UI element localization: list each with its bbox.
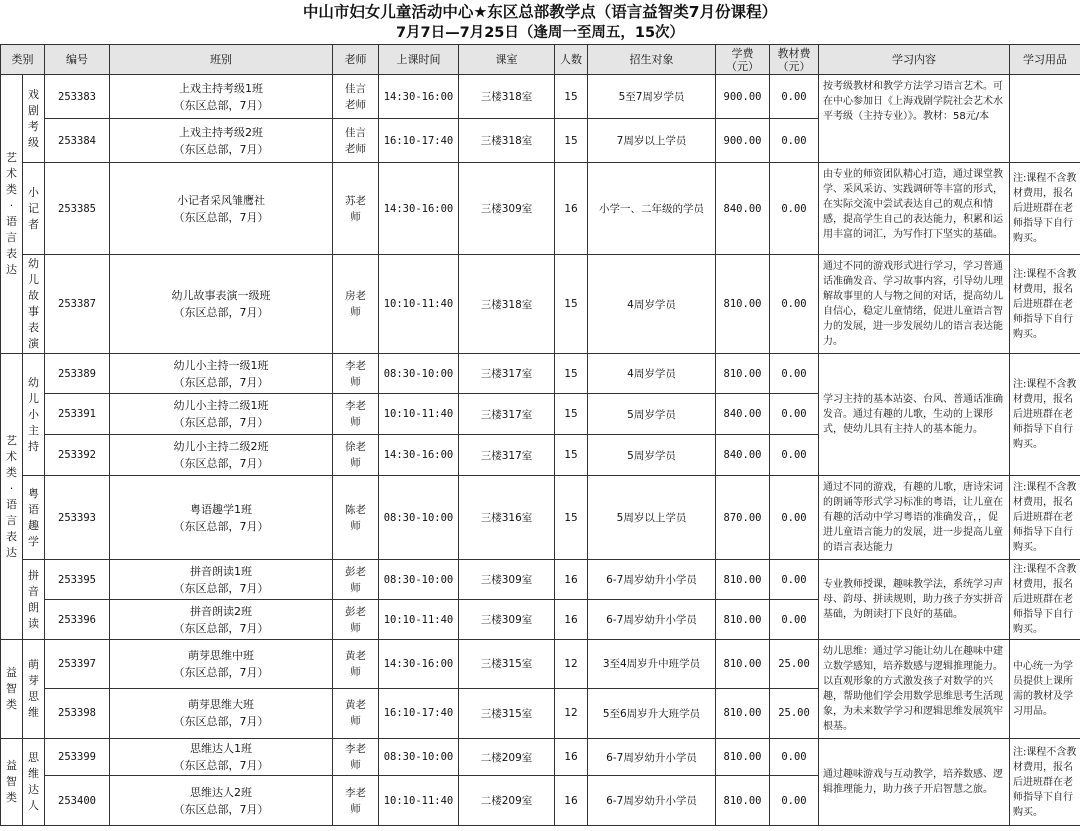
course-target: 4周岁学员 — [588, 354, 716, 394]
course-code: 253391 — [45, 394, 110, 435]
course-class — [110, 776, 333, 826]
course-material-fee: 0.00 — [770, 119, 819, 163]
course-name: 小记者采风雏鹰社 — [177, 193, 265, 207]
course-fee: 840.00 — [716, 435, 770, 476]
course-time: 08:30-10:00 — [379, 560, 459, 600]
course-name: 拼音朗读1班 — [190, 564, 252, 578]
course-fee: 810.00 — [716, 640, 770, 689]
course-name: 思维达人2班 — [190, 785, 252, 799]
course-target: 5至6周岁升大班学员 — [588, 688, 716, 738]
course-target: 5至7周岁学员 — [588, 75, 716, 119]
course-target: 7周岁以上学员 — [588, 119, 716, 163]
course-fee: 810.00 — [716, 688, 770, 738]
course-count: 12 — [555, 688, 588, 738]
course-fee: 840.00 — [716, 163, 770, 255]
course-class — [110, 255, 333, 354]
course-supplies: 注:课程不含教材费用，报名后进班群在老师指导下自行购买。 — [1010, 560, 1080, 640]
course-time: 10:10-11:40 — [379, 394, 459, 435]
course-name: 萌芽思维中班 — [188, 648, 254, 662]
category-cell-label: 益智类 — [6, 759, 17, 804]
course-teacher: 彭老师 — [333, 600, 379, 640]
course-supplies: 注:课程不含教材费用，报名后进班群在老师指导下自行购买。 — [1010, 163, 1080, 255]
course-material-fee: 0.00 — [770, 354, 819, 394]
course-time: 08:30-10:00 — [379, 354, 459, 394]
course-count: 15 — [555, 476, 588, 560]
course-fee: 900.00 — [716, 119, 770, 163]
course-name: 萌芽思维大班 — [188, 698, 254, 712]
category-cell — [1, 75, 23, 354]
course-time: 16:10-17:40 — [379, 119, 459, 163]
course-branch: （东区总部，7月） — [173, 457, 269, 470]
course-code: 253397 — [45, 640, 110, 689]
course-supplies: 注:课程不含教材费用，报名后进班群在老师指导下自行购买。 — [1010, 476, 1080, 560]
course-branch: （东区总部，7月） — [173, 802, 269, 816]
course-code: 253389 — [45, 354, 110, 394]
course-teacher: 李老师 — [333, 776, 379, 826]
course-teacher: 黄老师 — [333, 688, 379, 738]
page-subtitle: 7月7日—7月25日（逢周一至周五，15次） — [395, 25, 685, 41]
subcategory-cell — [23, 163, 45, 255]
course-count: 15 — [555, 119, 588, 163]
course-room: 三楼318室 — [459, 255, 555, 354]
course-class — [110, 688, 333, 738]
subcategory-cell-label: 萌芽思维 — [28, 658, 39, 719]
subcategory-cell — [23, 640, 45, 739]
course-branch: （东区总部，7月） — [173, 519, 269, 533]
course-code: 253383 — [45, 75, 110, 119]
course-teacher: 黄老师 — [333, 640, 379, 689]
course-teacher: 佳言老师 — [333, 119, 379, 163]
course-teacher: 佳言老师 — [333, 75, 379, 119]
course-class — [110, 435, 333, 476]
course-target: 小学一、二年级的学员 — [588, 163, 716, 255]
subcategory-cell — [23, 354, 45, 476]
course-time: 10:10-11:40 — [379, 255, 459, 354]
table-row — [1, 640, 1080, 689]
course-time: 14:30-16:00 — [379, 435, 459, 476]
course-branch: （东区总部，7月） — [173, 715, 269, 729]
course-time: 08:30-10:00 — [379, 476, 459, 560]
course-target: 4周岁学员 — [588, 255, 716, 354]
course-branch: （东区总部，7月） — [173, 621, 269, 635]
course-material-fee: 0.00 — [770, 394, 819, 435]
course-time: 10:10-11:40 — [379, 600, 459, 640]
header-room: 课室 — [459, 45, 555, 75]
course-supplies: 注:课程不含教材费用，报名后进班群在老师指导下自行购买。 — [1010, 354, 1080, 476]
category-cell-label: 益智类 — [6, 666, 17, 711]
course-branch: （东区总部，7月） — [173, 142, 269, 156]
course-class — [110, 163, 333, 255]
course-name: 粤语趣学1班 — [190, 502, 252, 516]
course-code: 253400 — [45, 776, 110, 826]
course-code: 253399 — [45, 739, 110, 776]
course-material-fee: 25.00 — [770, 640, 819, 689]
course-fee: 870.00 — [716, 476, 770, 560]
course-content: 通过趣味游戏与互动教学，培养数感、逻辑推理能力，助力孩子开启智慧之旅。 — [819, 739, 1010, 826]
course-name: 幼儿小主持二级1班 — [173, 399, 269, 412]
page-title: 中山市妇女儿童活动中心★东区总部教学点（语言益智类7月份课程） — [302, 3, 778, 21]
category-cell — [1, 739, 23, 826]
course-teacher: 陈老师 — [333, 476, 379, 560]
course-branch: （东区总部，7月） — [173, 759, 269, 772]
category-cell-label: 艺术类·语言表达 — [6, 433, 17, 559]
course-code: 253384 — [45, 119, 110, 163]
course-room: 二楼209室 — [459, 776, 555, 826]
course-class — [110, 739, 333, 776]
subcategory-cell — [23, 476, 45, 560]
course-branch: （东区总部，7月） — [173, 416, 269, 429]
header-time: 上课时间 — [379, 45, 459, 75]
course-room: 三楼317室 — [459, 354, 555, 394]
header-supplies: 学习用品 — [1010, 45, 1080, 75]
course-teacher: 李老师 — [333, 394, 379, 435]
course-room: 三楼309室 — [459, 560, 555, 600]
course-time: 14:30-16:00 — [379, 640, 459, 689]
course-name: 上戏主持考级2班 — [179, 125, 263, 139]
subcategory-cell-label: 幼儿小主持 — [28, 375, 39, 453]
course-target: 6-7周岁幼升小学员 — [588, 739, 716, 776]
course-room: 三楼315室 — [459, 688, 555, 738]
course-code: 253393 — [45, 476, 110, 560]
course-time: 14:30-16:00 — [379, 75, 459, 119]
category-cell — [1, 640, 23, 739]
course-name: 拼音朗读2班 — [190, 604, 252, 618]
course-branch: （东区总部，7月） — [173, 581, 269, 595]
course-room: 三楼317室 — [459, 435, 555, 476]
category-cell — [1, 354, 23, 640]
table-row — [1, 354, 1080, 394]
course-fee: 810.00 — [716, 600, 770, 640]
course-count: 12 — [555, 640, 588, 689]
course-room: 三楼318室 — [459, 119, 555, 163]
course-fee: 840.00 — [716, 394, 770, 435]
course-target: 5周岁学员 — [588, 394, 716, 435]
course-branch: （东区总部，7月） — [173, 306, 269, 319]
course-supplies — [1010, 75, 1080, 163]
course-content: 专业教师授课，趣味教学法，系统学习声母、韵母、拼读规则，助力孩子夯实拼音基础，为朗读打下良好的基础。 — [819, 560, 1010, 640]
course-class — [110, 600, 333, 640]
subcategory-cell-label: 小记者 — [28, 185, 39, 231]
course-teacher: 房老师 — [333, 255, 379, 354]
course-class — [110, 75, 333, 119]
course-supplies: 中心统一为学员提供上课所需的教材及学习用品。 — [1010, 640, 1080, 739]
course-name: 上戏主持考级1班 — [179, 81, 263, 95]
table-row — [1, 75, 1080, 119]
course-count: 16 — [555, 739, 588, 776]
subcategory-cell-label: 戏剧考级 — [28, 87, 39, 149]
course-class — [110, 394, 333, 435]
subcategory-cell-label: 粤语趣学 — [28, 486, 39, 548]
course-count: 16 — [555, 560, 588, 600]
subcategory-cell — [23, 255, 45, 354]
course-name: 思维达人1班 — [190, 742, 252, 755]
course-teacher: 李老师 — [333, 739, 379, 776]
course-code: 253387 — [45, 255, 110, 354]
course-target: 6-7周岁幼升小学员 — [588, 560, 716, 600]
course-count: 15 — [555, 255, 588, 354]
course-room: 三楼318室 — [459, 75, 555, 119]
course-branch: （东区总部，7月） — [173, 665, 269, 679]
course-material-fee: 0.00 — [770, 560, 819, 600]
course-target: 6-7周岁幼升小学员 — [588, 776, 716, 826]
course-count: 15 — [555, 394, 588, 435]
course-teacher: 苏老师 — [333, 163, 379, 255]
course-target: 5周岁以上学员 — [588, 476, 716, 560]
course-material-fee: 25.00 — [770, 688, 819, 738]
course-target: 5周岁学员 — [588, 435, 716, 476]
course-room: 三楼315室 — [459, 640, 555, 689]
course-teacher: 李老师 — [333, 354, 379, 394]
course-teacher: 彭老师 — [333, 560, 379, 600]
course-count: 16 — [555, 776, 588, 826]
course-material-fee: 0.00 — [770, 435, 819, 476]
course-fee: 900.00 — [716, 75, 770, 119]
course-code: 253385 — [45, 163, 110, 255]
course-name: 幼儿故事表演一级班 — [171, 289, 271, 302]
course-material-fee: 0.00 — [770, 476, 819, 560]
course-class — [110, 354, 333, 394]
table-row — [1, 255, 1080, 354]
course-count: 15 — [555, 75, 588, 119]
course-name: 幼儿小主持二级2班 — [173, 440, 269, 453]
course-name: 幼儿小主持一级1班 — [173, 358, 269, 372]
header-count: 人数 — [555, 45, 588, 75]
course-room: 二楼209室 — [459, 739, 555, 776]
course-material-fee: 0.00 — [770, 75, 819, 119]
course-target: 3至4周岁升中班学员 — [588, 640, 716, 689]
course-class — [110, 640, 333, 689]
page-header — [0, 0, 1080, 44]
table-row — [1, 739, 1080, 776]
course-content: 幼儿思维：通过学习能让幼儿在趣味中建立数学感知，培养数感与逻辑推理能力。以直观形象的方式激发孩子对数学的兴趣，帮助他们学会用数学思维思考生活现象，为未来数学学习和逻辑思维发展筑牢根基。 — [819, 640, 1010, 739]
subcategory-cell — [23, 75, 45, 163]
header-fee: 学费 （元） — [716, 45, 770, 75]
header-content: 学习内容 — [819, 45, 1010, 75]
course-material-fee: 0.00 — [770, 739, 819, 776]
course-time: 08:30-10:00 — [379, 739, 459, 776]
course-body — [1, 75, 1080, 826]
table-row — [1, 560, 1080, 600]
course-content: 由专业的师资团队精心打造，通过课堂教学、采风采访、实践调研等丰富的形式，在实际交流中尝试表达自己的观点和情感，提高学生自己的表达能力，积累和运用丰富的词汇，为写作打下坚实的基础。 — [819, 163, 1010, 255]
course-count: 16 — [555, 600, 588, 640]
course-room: 三楼317室 — [459, 394, 555, 435]
table-row — [1, 163, 1080, 255]
course-content: 按考级教材和教学方法学习语言艺术。可在中心参加日《上海戏剧学院社会艺术水平考级（主持专业）》。教材：58元/本 — [819, 75, 1010, 163]
subcategory-cell-label: 拼音朗读 — [28, 568, 39, 630]
course-code: 253395 — [45, 560, 110, 600]
course-code: 253398 — [45, 688, 110, 738]
course-count: 15 — [555, 435, 588, 476]
course-count: 15 — [555, 354, 588, 394]
course-branch: （东区总部，7月） — [173, 210, 269, 224]
course-time: 16:10-17:40 — [379, 688, 459, 738]
course-material-fee: 0.00 — [770, 255, 819, 354]
header-category: 类别 — [1, 45, 45, 75]
course-time: 14:30-16:00 — [379, 163, 459, 255]
course-branch: （东区总部，7月） — [173, 375, 269, 389]
course-content: 学习主持的基本站姿、台风、普通话准确发音。通过有趣的儿歌，生动的上课形式，使幼儿具有主持人的基本能力。 — [819, 354, 1010, 476]
course-class — [110, 560, 333, 600]
subcategory-cell — [23, 739, 45, 826]
table-row — [1, 476, 1080, 560]
course-fee: 810.00 — [716, 776, 770, 826]
subcategory-cell-label: 思维达人 — [28, 751, 39, 812]
subcategory-cell — [23, 560, 45, 640]
course-code: 253396 — [45, 600, 110, 640]
course-supplies: 注:课程不含教材费用，报名后进班群在老师指导下自行购买。 — [1010, 739, 1080, 826]
course-fee: 810.00 — [716, 255, 770, 354]
course-count: 16 — [555, 163, 588, 255]
header-teacher: 老师 — [333, 45, 379, 75]
category-cell-label: 艺术类·语言表达 — [6, 151, 17, 276]
course-table — [0, 44, 1080, 826]
course-code: 253392 — [45, 435, 110, 476]
header-class: 班别 — [110, 45, 333, 75]
course-room: 三楼309室 — [459, 600, 555, 640]
course-room: 三楼309室 — [459, 163, 555, 255]
course-class — [110, 119, 333, 163]
header-code: 编号 — [45, 45, 110, 75]
subcategory-cell-label: 幼儿故事表演 — [28, 257, 39, 350]
course-branch: （东区总部，7月） — [173, 98, 269, 112]
course-material-fee: 0.00 — [770, 776, 819, 826]
course-fee: 810.00 — [716, 739, 770, 776]
course-target: 6-7周岁幼升小学员 — [588, 600, 716, 640]
course-time: 10:10-11:40 — [379, 776, 459, 826]
course-content: 通过不同的游戏形式进行学习，学习普通话准确发音、学习故事内容，引导幼儿理解故事里的人与物之间的对话，提高幼儿自信心，稳定儿童情绪，促进儿童语言智力的发展，进一步发展幼儿的语言表达能力。 — [819, 255, 1010, 354]
course-fee: 810.00 — [716, 560, 770, 600]
course-room: 三楼316室 — [459, 476, 555, 560]
course-supplies: 注:课程不含教材费用，报名后进班群在老师指导下自行购买。 — [1010, 255, 1080, 354]
course-teacher: 徐老师 — [333, 435, 379, 476]
course-class — [110, 476, 333, 560]
header-target: 招生对象 — [588, 45, 716, 75]
header-material-fee: 教材费 （元） — [770, 45, 819, 75]
table-header-row — [1, 45, 1080, 75]
course-fee: 810.00 — [716, 354, 770, 394]
course-content: 通过不同的游戏，有趣的儿歌，唐诗宋词的朗诵等形式学习标准的粤语，让儿童在有趣的活动中学习粤语的准确发音，，促进儿童语言能力的发展，进一步提高儿童的语言表达能力 — [819, 476, 1010, 560]
course-material-fee: 0.00 — [770, 163, 819, 255]
course-material-fee: 0.00 — [770, 600, 819, 640]
